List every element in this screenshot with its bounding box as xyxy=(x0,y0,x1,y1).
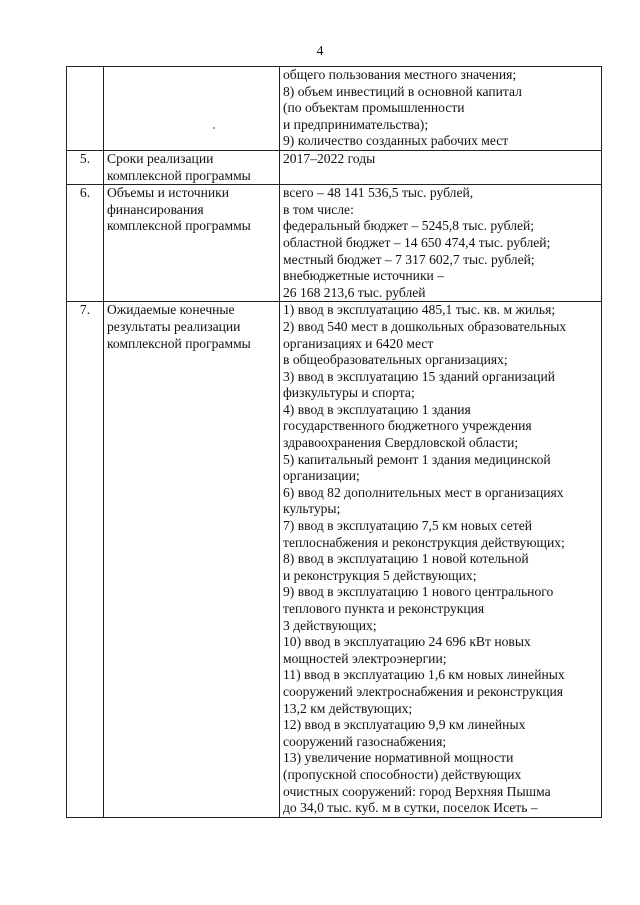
table-row-5 xyxy=(67,150,602,184)
value-line: областной бюджет – 14 650 474,4 тыс. рублей; xyxy=(283,234,551,250)
value-line: организациях и 6420 мест xyxy=(283,335,434,351)
row-name-cell xyxy=(104,302,280,817)
value-line: в том числе: xyxy=(283,201,354,217)
name-line: комплексной программы xyxy=(107,335,251,351)
value-line: государственного бюджетного учреждения xyxy=(283,418,532,434)
value-line: 6) ввод 82 дополнительных мест в организациях xyxy=(283,484,564,500)
value-line: 8) ввод в эксплуатацию 1 новой котельной xyxy=(283,551,529,567)
value-line: 26 168 213,6 тыс. рублей xyxy=(283,284,426,300)
value-line: 12) ввод в эксплуатацию 9,9 км линейных xyxy=(283,717,526,733)
value-line: местный бюджет – 7 317 602,7 тыс. рублей; xyxy=(283,251,535,267)
value-line: 9) ввод в эксплуатацию 1 нового центрального xyxy=(283,584,554,600)
program-passport-table xyxy=(66,66,602,818)
value-line: 3 действующих; xyxy=(283,617,377,633)
value-line: здравоохранения Свердловской области; xyxy=(283,435,519,451)
row-name-cell xyxy=(104,67,280,151)
value-line: в общеобразовательных организациях; xyxy=(283,352,508,368)
row-value-cell xyxy=(280,302,602,817)
name-line: Сроки реализации xyxy=(107,150,214,166)
value-line: 5) капитальный ремонт 1 здания медицинской xyxy=(283,451,551,467)
value-line: 9) количество созданных рабочих мест xyxy=(283,133,509,149)
name-line: Объемы и источники xyxy=(107,185,230,201)
name-line: комплексной программы xyxy=(107,167,251,183)
value-line: сооружений электроснабжения и реконструкция xyxy=(283,683,564,699)
row-value-cell xyxy=(280,150,602,184)
value-line: общего пользования местного значения; xyxy=(283,67,517,82)
value-line: 10) ввод в эксплуатацию 24 696 кВт новых xyxy=(283,634,531,650)
value-line: 11) ввод в эксплуатацию 1,6 км новых линейных xyxy=(283,667,565,683)
row-name-cell xyxy=(104,185,280,302)
value-line: 4) ввод в эксплуатацию 1 здания xyxy=(283,401,471,417)
value-line: очистных сооружений: город Верхняя Пышма xyxy=(283,783,551,799)
value-line: 2) ввод 540 мест в дошкольных образовательных xyxy=(283,318,567,334)
value-line: (пропускной способности) действующих xyxy=(283,766,522,782)
value-line: физкультуры и спорта; xyxy=(283,385,415,401)
value-line: (по объектам промышленности xyxy=(283,100,465,116)
row-name-cell xyxy=(104,150,280,184)
table-row-6 xyxy=(67,185,602,302)
row-value-cell xyxy=(280,67,602,151)
value-line: до 34,0 тыс. куб. м в сутки, поселок Исеть – xyxy=(283,800,538,816)
value-line: 13,2 км действующих; xyxy=(283,700,413,716)
table-row-continuation xyxy=(67,67,602,151)
value-line: сооружений газоснабжения; xyxy=(283,733,447,749)
page-number: 4 xyxy=(316,44,324,59)
value-line: 7) ввод в эксплуатацию 7,5 км новых сетей xyxy=(283,518,533,534)
value-line: организации; xyxy=(283,468,360,484)
value-line: мощностей электроэнергии; xyxy=(283,650,447,666)
row-number-cell xyxy=(67,67,104,151)
name-line: комплексной программы xyxy=(107,218,251,234)
value-line: и предпринимательства); xyxy=(283,116,429,132)
value-line: теплоснабжения и реконструкция действующих; xyxy=(283,534,565,550)
value-line: 3) ввод в эксплуатацию 15 зданий организаций xyxy=(283,368,556,384)
name-line: результаты реализации xyxy=(107,318,241,334)
value-line: 1) ввод в эксплуатацию 485,1 тыс. кв. м жилья; xyxy=(283,302,556,318)
value-line: теплового пункта и реконструкция xyxy=(283,601,485,616)
name-line: Ожидаемые конечные xyxy=(107,302,235,318)
value-line: и реконструкция 5 действующих; xyxy=(283,567,477,583)
value-line: всего – 48 141 536,5 тыс. рублей, xyxy=(283,185,474,201)
name-line: финансирования xyxy=(107,201,204,217)
value-line: 2017–2022 годы xyxy=(283,150,376,166)
value-line: внебюджетные источники – xyxy=(283,268,445,284)
value-line: 8) объем инвестиций в основной капитал xyxy=(283,83,522,99)
value-line: федеральный бюджет – 5245,8 тыс. рублей; xyxy=(283,218,535,234)
row-value-cell xyxy=(280,185,602,302)
row-number: 7. xyxy=(67,302,104,817)
value-line: 13) увеличение нормативной мощности xyxy=(283,750,514,766)
row-number: 6. xyxy=(67,185,104,302)
value-line: культуры; xyxy=(283,501,341,517)
table-row-7 xyxy=(67,302,602,817)
row-number: 5. xyxy=(67,150,104,184)
